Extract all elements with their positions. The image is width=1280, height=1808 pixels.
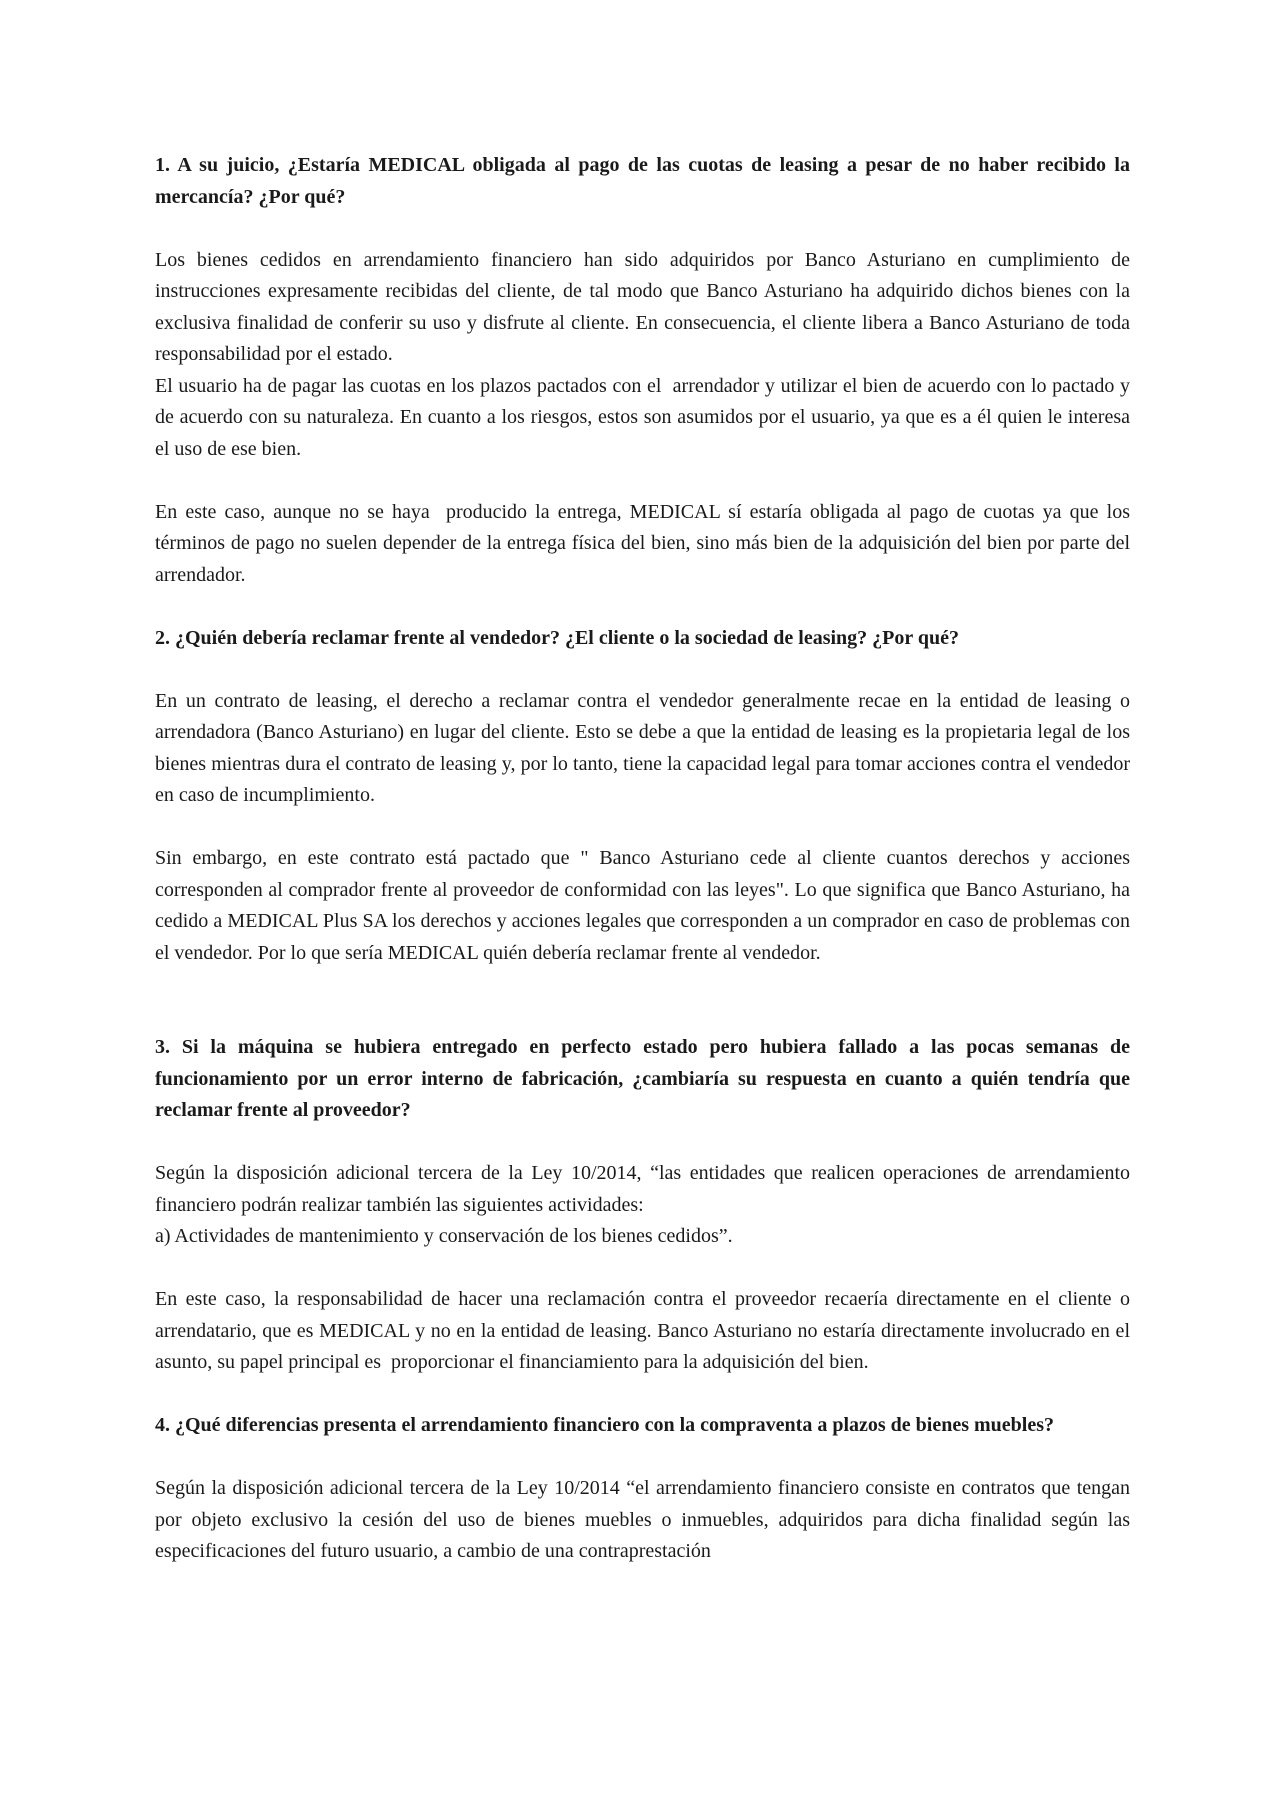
section-4-paragraph-1: Según la disposición adicional tercera de la Ley 10/2014 “el arrendamiento financiero consiste en contratos que tengan por objeto exclusivo la cesión del uso de bienes muebles o inmuebles, adquiridos para dicha finalidad según las especificaciones del futuro usuario, a cambio de una contraprestación bbox=[155, 1477, 1135, 1562]
section-2-paragraph-1: En un contrato de leasing, el derecho a reclamar contra el vendedor generalmente recae en la entidad de leasing o arrendadora (Banco Asturiano) en lugar del cliente. Esto se debe a que la entidad de leasing es la propietaria legal de los bienes mientras dura el contrato de leasing y, por lo tanto, tiene la capacidad legal para tomar acciones contra el vendedor en caso de incumplimiento. bbox=[155, 689, 1135, 806]
question-1-heading: 1. A su juicio, ¿Estaría MEDICAL obligada al pago de las cuotas de leasing a pesar de no haber recibido la mercancía? ¿Por qué? bbox=[155, 154, 1130, 208]
section-2-paragraph-2: Sin embargo, en este contrato está pactado que " Banco Asturiano cede al cliente cuantos derechos y acciones corresponden al comprador frente al proveedor de conformidad con las leyes". Lo que significa que Banco Asturiano, ha cedido a MEDICAL Plus SA los derechos y acciones legales que corresponden a un comprador en caso de problemas con el vendedor. Por lo que sería MEDICAL quién debería reclamar frente al vendedor. bbox=[155, 847, 1135, 964]
section-3-paragraph-2: En este caso, la responsabilidad de hacer una reclamación contra el proveedor recaería directamente en el cliente o arrendatario, que es MEDICAL y no en la entidad de leasing. Banco Asturiano no estaría directamente involucrado en el asunto, su papel principal es proporcionar el financiamiento para la adquisición del bien. bbox=[155, 1288, 1135, 1373]
section-3-list-item-a: a) Actividades de mantenimiento y conservación de los bienes cedidos”. bbox=[155, 1225, 733, 1247]
document-page bbox=[155, 150, 1135, 1568]
section-3-paragraph-1: Según la disposición adicional tercera de la Ley 10/2014, “las entidades que realicen operaciones de arrendamiento financiero podrán realizar también las siguientes actividades: bbox=[155, 1162, 1135, 1216]
section-1-paragraph-3: En este caso, aunque no se haya producido la entrega, MEDICAL sí estaría obligada al pago de cuotas ya que los términos de pago no suelen depender de la entrega física del bien, sino más bien de la adquisición del bien por parte del arrendador. bbox=[155, 500, 1135, 586]
question-4-heading: 4. ¿Qué diferencias presenta el arrendamiento financiero con la compraventa a plazos de bienes muebles? bbox=[155, 1414, 1055, 1436]
section-1-paragraph-1: Los bienes cedidos en arrendamiento financiero han sido adquiridos por Banco Asturiano en cumplimiento de instrucciones expresamente recibidas del cliente, de tal modo que Banco Asturiano ha adquirido dichos bienes con la exclusiva finalidad de conferir su uso y disfrute al cliente. En consecuencia, el cliente libera a Banco Asturiano de toda responsabilidad por el estado. bbox=[155, 248, 1135, 365]
question-3-heading: 3. Si la máquina se hubiera entregado en perfecto estado pero hubiera fallado a las pocas semanas de funcionamiento por un error interno de fabricación, ¿cambiaría su respuesta en cuanto a quién tendría que reclamar frente al proveedor? bbox=[155, 1036, 1130, 1121]
question-2-heading: 2. ¿Quién debería reclamar frente al vendedor? ¿El cliente o la sociedad de leasing? ¿Por qué? bbox=[155, 626, 960, 649]
section-1-paragraph-2: El usuario ha de pagar las cuotas en los plazos pactados con el arrendador y utilizar el bien de acuerdo con lo pactado y de acuerdo con su naturaleza. En cuanto a los riesgos, estos son asumidos por el usuario, ya que es a él quien le interesa el uso de ese bien. bbox=[155, 374, 1135, 460]
